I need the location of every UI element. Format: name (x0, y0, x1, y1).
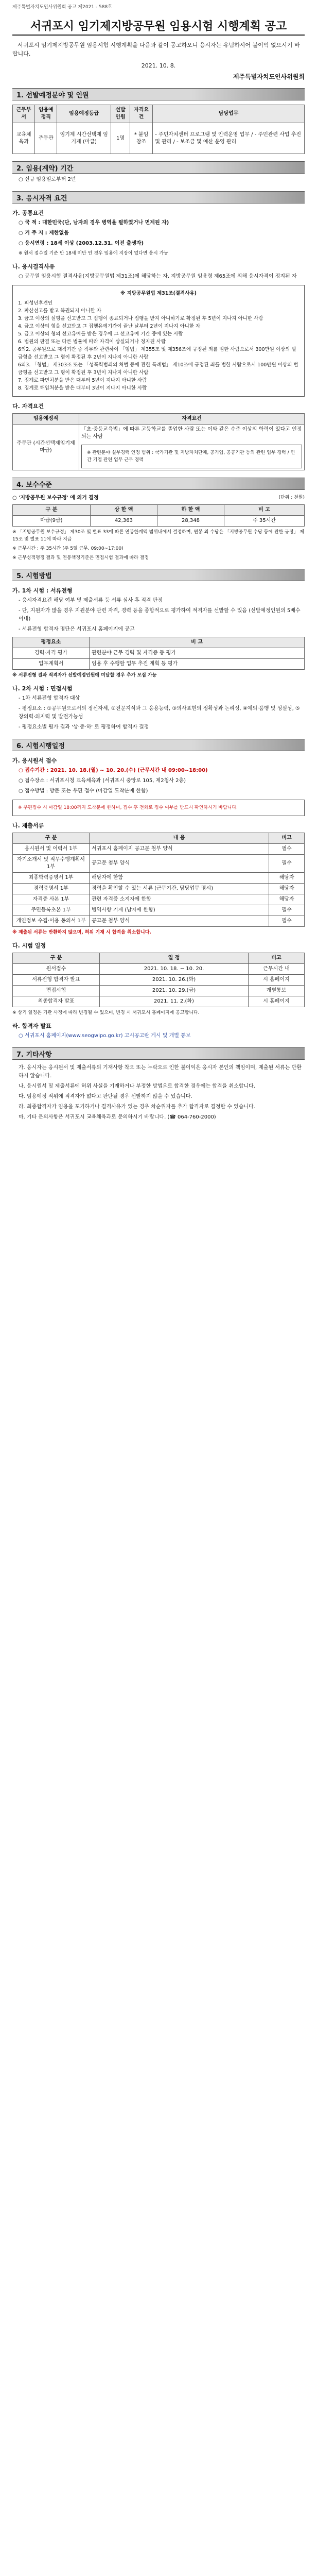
table-cell: 업무계획서 (13, 659, 90, 670)
table-header: 비고 (269, 833, 305, 844)
table-cell: 자격증 사본 1부 (13, 894, 90, 905)
section-1-header (12, 88, 305, 100)
table-cell: 필수 (269, 916, 305, 927)
table-cell: 해당자 (269, 894, 305, 905)
table-cell: 시 홈페이지 (249, 975, 305, 986)
table-cell: 최종합격자 발표 (13, 996, 100, 1007)
table-header: 내 용 (90, 833, 269, 844)
table-cell: - 주민자치센터 프로그램 및 인력운영 업무 / - 주민관련 사업 추진 및 관리 / - 보조금 및 예산 운영 관리 (153, 123, 305, 154)
list-item: 다. 임용예정 직위에 적격자가 없다고 판단될 경우 선발하지 않을 수 있습니다. (19, 1094, 192, 1099)
req-residence: ○ 거 주 지 : 제한없음 (19, 230, 69, 236)
table-header: 임용예정등급 (57, 105, 111, 123)
schedule-note: ※ 상기 일정은 기관 사정에 따라 변경될 수 있으며, 변경 시 서귀포시 홈페이지에 공고합니다. (12, 1010, 200, 1015)
table-row (13, 648, 305, 659)
table-header: 구 분 (13, 833, 90, 844)
table-cell (79, 425, 305, 470)
table-header: 비고 (249, 953, 305, 964)
table-cell: 관련 자격증 소지자에 한함 (90, 894, 269, 905)
issuer: 제주특별자치도인사위원회 (233, 73, 305, 80)
section-bar-decoration (191, 162, 305, 173)
qual-text: 「초·중등교육법」에 따른 고등학교를 졸업한 사람 또는 이와 같은 수준 이상의 학력이 있다고 인정되는 사람 (81, 427, 302, 439)
table-cell: 공고문 첨부 양식 (90, 855, 269, 873)
table-header: 임용예정직 (35, 105, 57, 123)
table-header: 비 고 (224, 505, 305, 516)
table-cell: 2021. 11. 2.(화) (100, 996, 249, 1007)
table-row (13, 905, 305, 916)
list-item: 6의3. 「형법」 제303조 또는 「성폭력범죄의 처벌 등에 관한 특례법」 제10조에 규정된 죄를 범한 사람으로서 100만원 이상의 벌금형을 선고받고 그 형이 확정된 후 3년이 지나지 아니한 사람 (18, 362, 298, 376)
table-cell: 2021. 10. 29.(금) (100, 986, 249, 996)
table-header: 자격요건 (79, 414, 305, 425)
list-item: - 평정요소 : ①공무원으로서의 정신자세, ②전문지식과 그 응용능력, ③의사표현의 정확성과 논리성, ④예의·품행 및 성실성, ⑤창의력·의지력 및 발전가능성 (19, 706, 300, 720)
table-header: 상 한 액 (90, 505, 157, 516)
term-text: ○ 신규 임용일로부터 2년 (19, 177, 76, 182)
table-row (13, 659, 305, 670)
result-title: 라. 합격자 발표 (12, 1023, 51, 1029)
table-header-row (13, 637, 305, 648)
table-header-row (13, 833, 305, 844)
table-header-row (13, 505, 305, 516)
list-item: 나. 응시원서 및 제출서류에 허위 사실을 기재하거나 부정한 방법으로 합격한 경우에는 합격을 취소합니다. (19, 1083, 255, 1089)
table-cell: 주 35시간 (224, 516, 305, 527)
table-header: 근무부서 (13, 105, 35, 123)
table-cell: 해당자에 한함 (90, 873, 269, 884)
table-header: 평정요소 (13, 637, 90, 648)
table-cell: 교육체육과 (13, 123, 35, 154)
section-bar-decoration (191, 192, 305, 203)
table-header: 자격요건 (130, 105, 152, 123)
table-cell: 해당자 (269, 873, 305, 884)
pay-note: ※ 근무시간 : 주 35시간 (주 5일 근무, 09:00~17:00) (12, 546, 124, 551)
apply-title: 가. 응시원서 접수 (12, 757, 57, 764)
table-cell: 2021. 10. 26.(화) (100, 975, 249, 986)
table-header: 일 정 (100, 953, 249, 964)
notice-date: 2021. 10. 8. (141, 62, 176, 69)
title-rule (12, 35, 305, 36)
disq-box-title: ※ 지방공무원법 제31조(결격사유) (120, 291, 197, 296)
table-cell: 1명 (111, 123, 130, 154)
table-cell: 2021. 10. 18. ~ 10. 20. (100, 964, 249, 975)
list-item: 라. 최종합격자가 임용을 포기하거나 결격사유가 있는 경우 차순위자를 추가 합격자로 결정할 수 있습니다. (19, 1104, 255, 1110)
table-cell: 주무관 (35, 123, 57, 154)
table-row (13, 894, 305, 905)
table-row (13, 986, 305, 996)
pay-table (12, 504, 305, 527)
table-cell: 응시원서 및 이력서 1부 (13, 844, 90, 855)
list-item: - 평정요소별 평가 결과 '상·중·하' 로 평정하여 합격자 결정 (19, 724, 149, 730)
docs-note: ※ 제출된 서류는 반환하지 않으며, 허위 기재 시 합격을 취소합니다. (12, 930, 151, 935)
section-bar-decoration (191, 89, 305, 100)
table-cell: 면접시험 (13, 986, 100, 996)
list-item: - 서류전형 합격자 명단은 서귀포시 홈페이지에 공고 (19, 626, 135, 632)
list-item: - 단, 지원자가 많을 경우 지원분야 관련 자격, 경력 등을 종합적으로 평가하여 적격자를 선발할 수 있음 (선발예정인원의 5배수 이내) (19, 608, 301, 622)
table-cell: 개별통보 (249, 986, 305, 996)
apply-note: ※ 우편접수 시 마감일 18:00까지 도착분에 한하며, 접수 후 전화로 접수 여부를 반드시 확인하시기 바랍니다. (12, 800, 305, 816)
schedule-title: 다. 시험 일정 (12, 942, 46, 949)
table-row (13, 964, 305, 975)
table-cell: 경력을 확인할 수 있는 서류 (근무기간, 담당업무 명시) (90, 884, 269, 894)
table-row (13, 975, 305, 986)
list-item: 6. 법원의 판결 또는 다른 법률에 따라 자격이 상실되거나 정지된 사람 (18, 339, 166, 345)
table-cell: 필수 (269, 855, 305, 873)
table-header-row (13, 414, 305, 425)
table-header: 하 한 액 (157, 505, 224, 516)
table-row (13, 855, 305, 873)
table-header-row (13, 105, 305, 123)
table-row (13, 425, 305, 470)
table-cell: 서류전형 합격자 발표 (13, 975, 100, 986)
common-req-title: 가. 공통요건 (12, 210, 44, 216)
req-nationality: ○ 국 적 : 대한민국(단, 남자의 경우 병역을 필하였거나 면제된 자) (19, 220, 169, 226)
table-header: 구 분 (13, 505, 91, 516)
table-cell: 임기제 시간선택제 임기제 (마급) (57, 123, 111, 154)
result-text: ○ 서귀포시 홈페이지(www.seogwipo.go.kr) 고시공고란 게시 및 개별 통보 (19, 1033, 191, 1039)
list-item: 1. 피성년후견인 (18, 300, 53, 306)
exam-1-title: 가. 1차 시험 : 서류전형 (12, 587, 73, 594)
table-cell: 42,363 (90, 516, 157, 527)
table-row (13, 996, 305, 1007)
header-note: 제주특별자치도인사위원회 공고 제2021 - 588호 (12, 5, 112, 10)
list-item: 마. 기타 문의사항은 서귀포시 교육체육과로 문의하시기 바랍니다. (☎ 064-760-2000) (19, 1114, 216, 1120)
apply-method: ○ 접수방법 : 방문 또는 우편 접수 (마감일 도착분에 한함) (19, 788, 148, 794)
req-age: ○ 응시연령 : 18세 이상 (2003.12.31. 이전 출생자) (19, 241, 144, 246)
list-item: - 1차 서류전형 합격자 대상 (19, 696, 80, 701)
section-6-header (12, 739, 305, 751)
pay-unit: (단위 : 천원) (278, 495, 305, 500)
pay-note: ※ 「지방공무원 보수규정」 제30조 및 별표 33에 따른 연봉한계액 범위내에서 결정하며, 연봉 외 수당은 「지방공무원 수당 등에 관한 규정」 제15조 및 별표 11에 따라 지급 (12, 530, 305, 542)
table-cell: * 붙임 참조 (130, 123, 152, 154)
table-header: 선발인원 (111, 105, 130, 123)
section-7-title: 7. 기타사항 (16, 1050, 52, 1059)
table-cell: 병역사항 기재 (남자에 한함) (90, 905, 269, 916)
table-cell: 공고문 첨부 양식 (90, 916, 269, 927)
list-item: 4. 금고 이상의 형을 선고받고 그 집행유예기간이 끝난 날부터 2년이 지나지 아니한 자 (18, 324, 201, 329)
qual-note: ※ 관련분야 실무경력 인정 범위 : 국가기관 및 지방자치단체, 공기업, 공공기관 등의 관련 업무 경력 / 민간 기업 관련 업무 근무 경력 (81, 445, 302, 468)
table-row (13, 844, 305, 855)
table-cell: 주민등록초본 1부 (13, 905, 90, 916)
pay-note: ※ 근무성적평정 결과 및 연봉책정기준은 면접시험 결과에 따라 결정 (12, 555, 149, 561)
list-item: - 응시자격요건 해당 여부 및 제출서류 등 서류 심사 후 적격 판정 (19, 598, 163, 603)
section-1-title: 1. 선발예정분야 및 인원 (16, 91, 89, 99)
table-cell: 경력·자격 평가 (13, 648, 90, 659)
table-row (13, 123, 305, 154)
exam-2-title: 나. 2차 시험 : 면접시험 (12, 685, 73, 692)
list-item: 가. 응시자는 응시원서 및 제출서류의 기재사항 착오 또는 누락으로 인한 불이익은 응시자 본인의 책임이며, 제출된 서류는 반환하지 않습니다. (19, 1065, 302, 1079)
table-header: 임용예정직 (13, 414, 79, 425)
section-7-header (12, 1047, 305, 1060)
section-4-header (12, 478, 305, 490)
table-row (13, 916, 305, 927)
recruit-table (12, 105, 305, 154)
qual-title: 다. 자격요건 (12, 403, 44, 410)
section-bar-decoration (191, 569, 305, 581)
section-5-title: 5. 시험방법 (16, 572, 52, 580)
list-item: 8. 징계로 해임처분을 받은 때부터 3년이 지나지 아니한 사람 (18, 385, 147, 391)
table-header: 담당업무 (153, 105, 305, 123)
docs-title: 나. 제출서류 (12, 822, 44, 829)
notice-title: 서귀포시 임기제지방공무원 임용시험 시행계획 공고 (30, 20, 287, 33)
disq-title: 나. 응시결격사유 (12, 263, 55, 270)
section-4-title: 4. 보수수준 (16, 481, 52, 489)
section-2-title: 2. 임용(계약) 기간 (16, 164, 74, 173)
table-cell: 마급(9급) (13, 516, 91, 527)
schedule-table (12, 953, 305, 1007)
list-item: 6의2. 공무원으로 재직기간 중 직무와 관련하여 「형법」 제355조 및 제356조에 규정된 죄를 범한 사람으로서 300만원 이상의 벌금형을 선고받고 그 형이 확정된 후 2년이 지나지 아니한 사람 (18, 347, 296, 360)
table-cell: 필수 (269, 905, 305, 916)
table-cell: 경력증명서 1부 (13, 884, 90, 894)
table-row (13, 516, 305, 527)
table-cell: 서귀포시 홈페이지 공고문 첨부 양식 (90, 844, 269, 855)
table-cell: 주무관 (시간선택제임기제 마급) (13, 425, 79, 470)
table-cell: 자기소개서 및 직무수행계획서 1부 (13, 855, 90, 873)
section-2-header (12, 161, 305, 174)
table-cell: 28,348 (157, 516, 224, 527)
qual-table (12, 413, 305, 470)
disq-text: ○ 공무원 임용시험 결격사유(지방공무원법 제31조)에 해당하는 자, 지방공무원 임용령 제65조에 의해 응시자격이 정지된 자 (19, 274, 297, 279)
table-header-row (13, 953, 305, 964)
table-row (13, 873, 305, 884)
list-item: 3. 금고 이상의 실형을 선고받고 그 집행이 종료되거나 집행을 받지 아니하기로 확정된 후 5년이 지나지 아니한 사람 (18, 316, 263, 321)
list-item: 5. 금고 이상의 형의 선고유예를 받은 경우에 그 선고유예 기간 중에 있는 사람 (18, 331, 183, 337)
table-cell: 원서접수 (13, 964, 100, 975)
table-cell: 관련분야 근무 경력 및 자격증 등 평가 (90, 648, 305, 659)
docs-table (12, 833, 305, 927)
section-bar-decoration (191, 478, 305, 489)
pay-caption-row (12, 494, 305, 502)
section-3-title: 3. 응시자격 요건 (16, 194, 67, 202)
req-age-note: ※ 원서 접수일 기준 만 18세 미만 인 경우 임용에 지장이 없다면 응시 가능 (19, 251, 168, 256)
table-cell: 최종학력증명서 1부 (13, 873, 90, 884)
pay-caption: ○ '지방공무원 보수규정' 에 의거 결정 (12, 495, 99, 501)
table-cell: 임용 후 수행할 업무 추진 계획 등 평가 (90, 659, 305, 670)
table-header: 비 고 (90, 637, 305, 648)
section-3-header (12, 191, 305, 204)
section-5-header (12, 569, 305, 581)
apply-period: ○ 접수기간 : 2021. 10. 18.(월) ~ 10. 20.(수) (근무시간 내 09:00~18:00) (19, 768, 208, 773)
doc-eval-table (12, 637, 305, 670)
table-cell: 필수 (269, 844, 305, 855)
disq-box (12, 285, 305, 397)
table-row (13, 884, 305, 894)
table-cell: 근무시간 내 (249, 964, 305, 975)
section-bar-decoration (191, 1048, 305, 1059)
list-item: 7. 징계로 파면처분을 받은 때부터 5년이 지나지 아니한 사람 (18, 378, 147, 383)
section-bar-decoration (191, 739, 305, 751)
list-item: 2. 파산선고를 받고 복권되지 아니한 자 (18, 308, 101, 314)
table-header: 구 분 (13, 953, 100, 964)
table-cell: 시 홈페이지 (249, 996, 305, 1007)
apply-place: ○ 접수장소 : 서귀포시청 교육체육과 (서귀포시 중앙로 105, 제2청사 2층) (19, 778, 186, 784)
table-cell: 해당자 (269, 884, 305, 894)
intro-text: 서귀포시 임기제지방공무원 임용시험 시행계획을 다음과 같이 공고하오니 응시자는 유념하시어 불이익 없으시기 바랍니다. (12, 42, 300, 57)
section-6-title: 6. 시험시행일정 (16, 742, 65, 750)
table-cell: 개인정보 수집·이용 동의서 1부 (13, 916, 90, 927)
exam-1-note: ※ 서류전형 결과 적격자가 선발예정인원에 미달할 경우 추가 모집 가능 (12, 673, 157, 678)
